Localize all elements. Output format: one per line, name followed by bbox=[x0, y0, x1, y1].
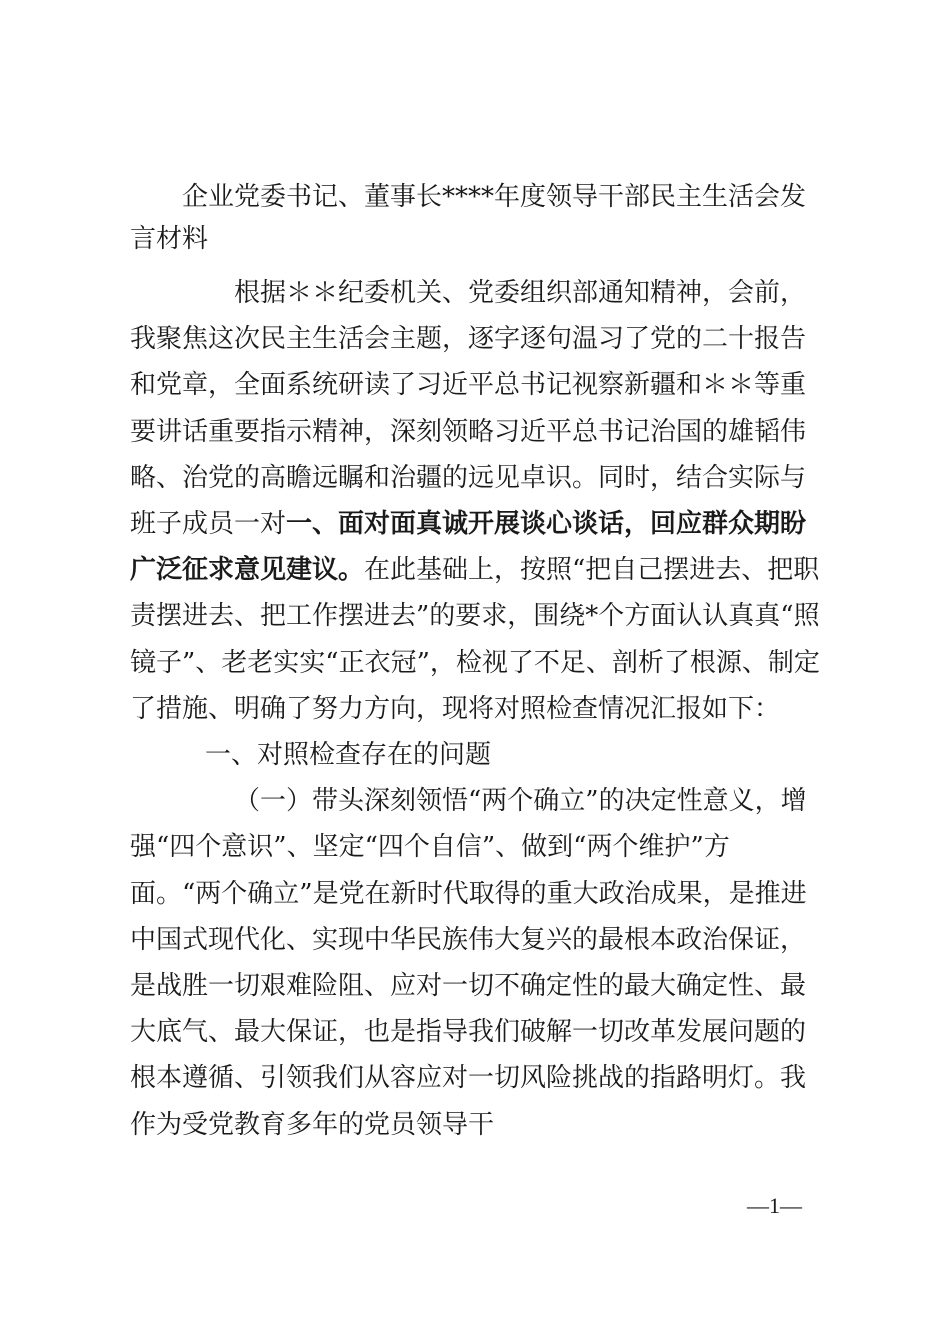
intro-text-b: 在此基础上，按照“把自己摆进去、把职责摆进去、把工作摆进去”的要求，围绕*个方面认认真真“照镜子”、老老实实“正衣冠”，检视了不足、剖析了根源、制定了措施、明确了努力方向，现将对照检查情况汇报如下： bbox=[130, 555, 820, 724]
document-body bbox=[130, 270, 820, 1148]
subsection-text: “两个确立”是党在新时代取得的重大政治成果，是推进中国式现代化、实现中华民族伟大复兴的最根本政治保证，是战胜一切艰难险阻、应对一切不确定性的最大确定性、最大底气、最大保证，也是指导我们破解一切改革发展问题的根本遵循、引领我们从容应对一切风险挑战的指路明灯。我作为受党教育多年的党员领导干 bbox=[130, 878, 807, 1140]
intro-bold-text: 一、面对面真诚开展谈心谈话，回应群众期盼广泛征求意见建议。 bbox=[130, 509, 807, 586]
page-number: —1— bbox=[747, 1193, 802, 1218]
subsection-paragraph-1 bbox=[130, 778, 820, 1148]
section-heading-1: 一、对照检查存在的问题 bbox=[205, 740, 492, 771]
document-title: 企业党委书记、董事长****年度领导干部民主生活会发言材料 bbox=[130, 182, 807, 254]
intro-text-a: 根据＊＊纪委机关、党委组织部通知精神，会前，我聚焦这次民主生活会主题，逐字逐句温习了党的二十报告和党章，全面系统研读了习近平总书记视察新疆和＊＊等重要讲话重要指示精神，深刻领略习近平总书记治国的雄韬伟略、治党的高瞻远瞩和治疆的远见卓识。同时，结合实际与班子成员一对 bbox=[130, 278, 807, 540]
intro-paragraph bbox=[130, 270, 820, 732]
subsection-lead: （一）带头深刻领悟“两个确立”的决定性意义，增强“四个意识”、坚定“四个自信”、做到“两个维护”方面。 bbox=[130, 786, 807, 909]
